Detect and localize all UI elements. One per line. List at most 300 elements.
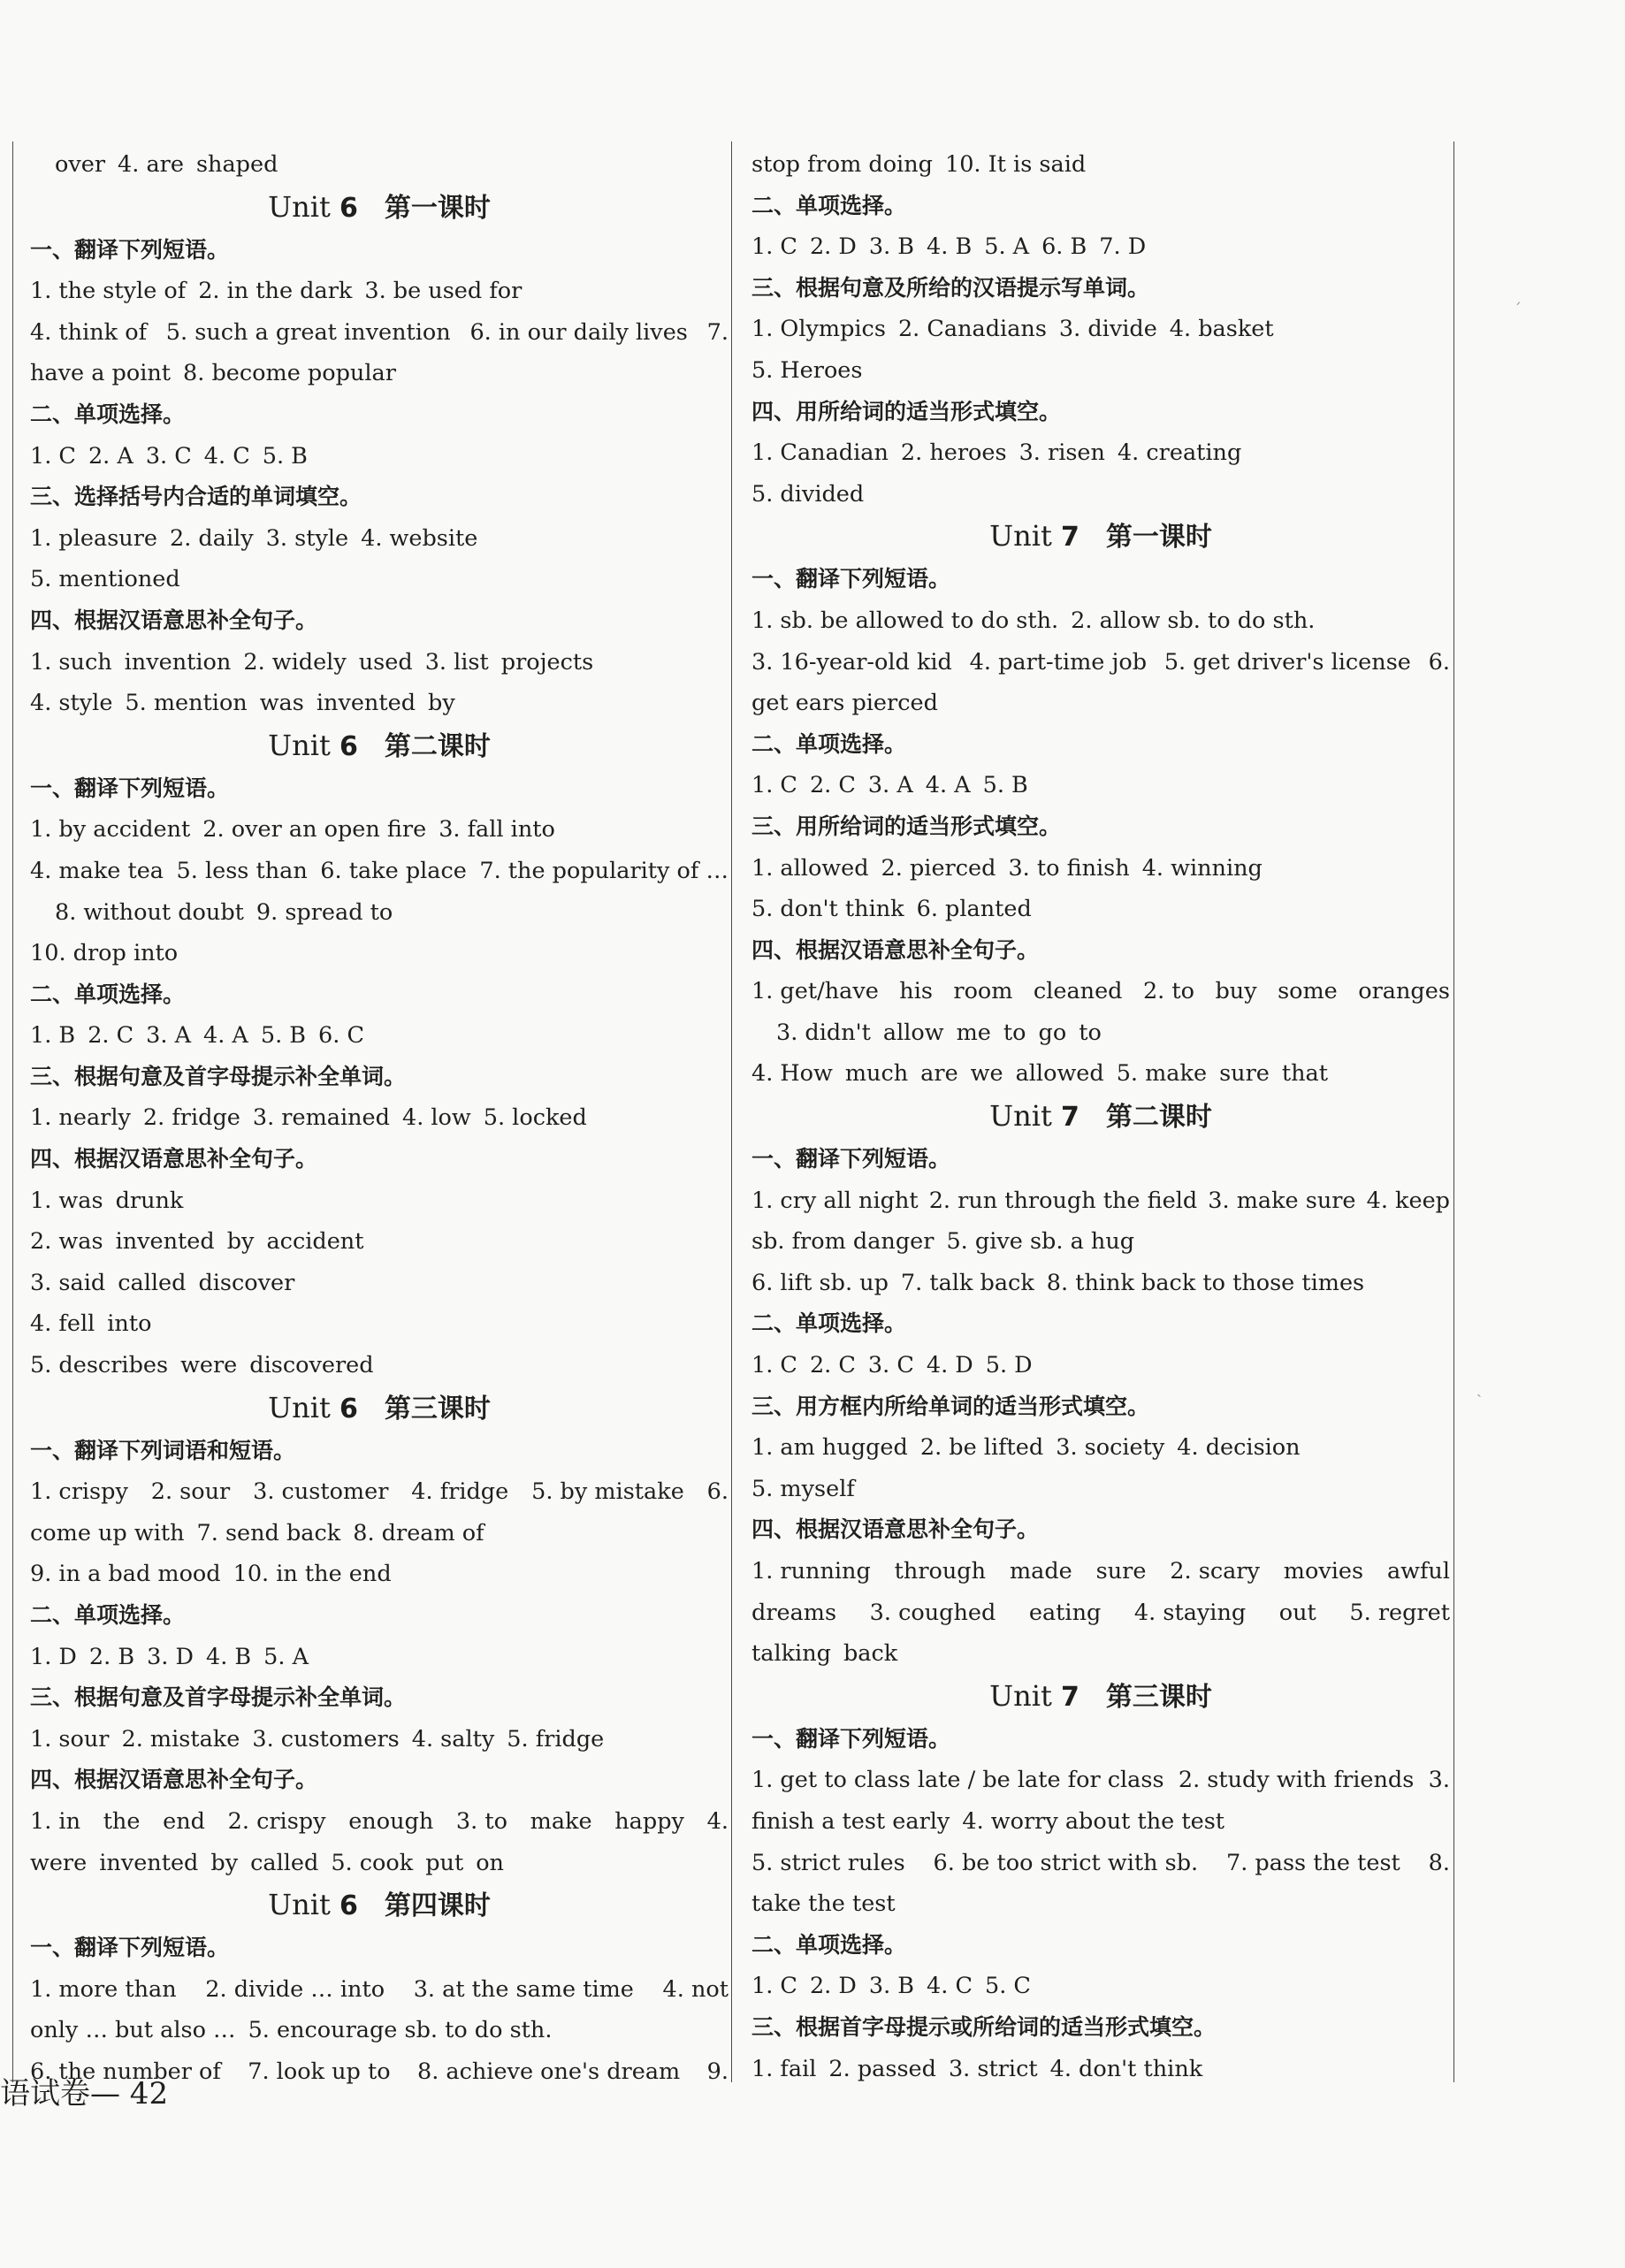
answer-line	[751, 1883, 1450, 1925]
answer-line	[30, 518, 729, 560]
answer-line	[751, 1633, 1450, 1675]
answer-item: talking	[751, 1640, 831, 1668]
section-heading: 一、翻译下列短语。	[751, 1146, 951, 1172]
answer-item: invented	[316, 690, 416, 717]
unit-label	[989, 519, 1080, 553]
answer-line	[30, 312, 729, 354]
answer-item: 5. B	[982, 772, 1028, 799]
unit-word: Unit	[268, 728, 331, 762]
section-heading: 一、翻译下列短语。	[751, 566, 951, 592]
answer-item: 1. C	[751, 1352, 797, 1379]
section-heading: 三、用所给词的适当形式填空。	[751, 813, 1062, 839]
answer-line	[751, 432, 1450, 474]
answer-item: 1. such	[30, 648, 112, 676]
scan-speck: ˊ	[1514, 301, 1522, 319]
answer-item: 10. It is said	[944, 151, 1087, 178]
answer-line	[751, 1180, 1450, 1222]
answer-item: 5. don't think	[751, 896, 904, 923]
answer-item: 3. 16-year-old kid	[751, 648, 952, 676]
answer-item: 9. in a bad mood	[30, 1561, 221, 1588]
answer-item: 2. passed	[828, 2055, 936, 2082]
answer-item: me	[956, 1019, 991, 1046]
answer-item: 1. in	[30, 1807, 81, 1835]
answer-item: 4. decision	[1177, 1434, 1301, 1462]
answer-item: 6. B	[1041, 233, 1087, 261]
answer-item: were	[180, 1352, 238, 1379]
answer-line	[30, 683, 729, 724]
answer-item: sb. from danger	[751, 1228, 935, 1256]
unit-word: Unit	[989, 1678, 1052, 1713]
section-heading: 四、根据汉语意思补全句子。	[30, 1767, 318, 1793]
lesson-label: 第一课时	[1105, 522, 1212, 554]
answer-item: 5. by mistake	[531, 1478, 684, 1506]
answer-item: 4. D	[926, 1352, 973, 1379]
lesson-title	[751, 1675, 1450, 1719]
answer-line	[751, 2049, 1450, 2090]
answer-item: discover	[198, 1269, 295, 1296]
answer-line	[30, 1969, 729, 2011]
answer-item: called	[250, 1849, 319, 1876]
answer-item: 6. C	[318, 1022, 364, 1050]
answer-line	[30, 1180, 729, 1222]
answer-item: 5. B	[262, 442, 308, 470]
answer-item: 2. mistake	[121, 1725, 240, 1753]
answer-item: cleaned	[1033, 978, 1123, 1005]
lesson-title	[30, 1386, 729, 1431]
unit-label	[268, 729, 358, 762]
answer-item: 4. style	[30, 690, 113, 717]
answer-line	[30, 809, 729, 851]
lesson-title	[751, 1095, 1450, 1139]
unit-number: 7	[1060, 1681, 1080, 1713]
answer-item: 1. get to class late / be late for class	[751, 1767, 1164, 1794]
answer-item: 5. make	[1116, 1060, 1208, 1088]
unit-number: 6	[339, 1393, 358, 1424]
unit-word: Unit	[268, 1390, 331, 1424]
answer-item: 1. was	[30, 1187, 103, 1214]
answer-item: 4. don't think	[1049, 2055, 1203, 2082]
answer-item: 1. am hugged	[751, 1434, 908, 1462]
answer-line	[751, 1012, 1450, 1054]
answer-line	[30, 1471, 729, 1513]
answer-line	[30, 851, 729, 892]
answer-item: 2. daily	[170, 524, 254, 552]
answer-item: put	[425, 1849, 464, 1876]
answer-line	[751, 226, 1450, 268]
answer-item: 5. describes	[30, 1352, 169, 1379]
answer-item: 2. pierced	[881, 854, 996, 882]
answer-line	[30, 1345, 729, 1386]
answer-item: 1. fail	[751, 2055, 817, 2082]
answer-item: drunk	[115, 1187, 184, 1214]
unit-word: Unit	[989, 519, 1052, 554]
answer-item: 7. talk back	[900, 1269, 1034, 1296]
section-heading: 一、翻译下列短语。	[30, 1935, 230, 1961]
unit-label	[268, 1888, 358, 1921]
answer-item: 1. B	[30, 1022, 76, 1050]
answer-line	[30, 642, 729, 683]
answer-item: 4. staying	[1133, 1599, 1247, 1626]
answer-item: invented	[99, 1849, 199, 1876]
answer-item: 7. pass the test	[1226, 1849, 1400, 1876]
answer-item: 5. less than	[176, 857, 308, 884]
answer-item: dreams	[751, 1599, 837, 1626]
answer-line	[30, 1221, 729, 1263]
lesson-label: 第三课时	[384, 1393, 491, 1424]
answer-item: 4. B	[205, 1643, 252, 1670]
answer-item: through	[894, 1558, 987, 1585]
answer-item: over	[55, 151, 106, 178]
section-heading: 一、翻译下列短语。	[751, 1725, 951, 1752]
answer-item: 6. take place	[320, 857, 467, 884]
answer-item: 3. remained	[252, 1104, 390, 1132]
section-heading: 二、单项选择。	[751, 730, 907, 757]
answer-line	[30, 1513, 729, 1554]
answer-item: 7. look up to	[248, 2058, 391, 2085]
answer-item: allowed	[1015, 1060, 1104, 1088]
answer-item: make	[530, 1807, 592, 1835]
answer-line	[751, 474, 1450, 515]
section-heading: 三、根据句意及所给的汉语提示写单词。	[751, 274, 1150, 301]
answer-item: to	[1003, 1019, 1026, 1046]
answer-item: oranges	[1358, 978, 1450, 1005]
answer-line	[751, 1221, 1450, 1263]
footer-label: 语试卷	[0, 2076, 90, 2111]
answer-item: are	[920, 1060, 958, 1088]
unit-number: 7	[1060, 522, 1080, 554]
answer-item: 6. the number of	[30, 2058, 221, 2085]
scan-speck: ˎ	[1476, 1379, 1482, 1398]
answer-item: to	[1079, 1019, 1102, 1046]
answer-item: 4. creating	[1117, 439, 1242, 467]
answer-line	[751, 1469, 1450, 1510]
answer-item: buy	[1215, 978, 1257, 1005]
answer-item: 3. be used for	[364, 278, 523, 305]
answer-item: that	[1281, 1060, 1328, 1088]
answer-item: 4. website	[361, 524, 478, 552]
answer-item: 2. scary	[1170, 1558, 1260, 1585]
answer-item: 5. D	[985, 1352, 1033, 1379]
answer-item: back	[843, 1640, 898, 1668]
unit-number: 6	[339, 1890, 358, 1922]
section-heading: 四、根据汉语意思补全句子。	[751, 936, 1040, 963]
answer-item: 1. running	[751, 1558, 871, 1585]
answer-line	[30, 1801, 729, 1843]
answer-item: 5. regret	[1349, 1599, 1450, 1626]
answer-line	[751, 1801, 1450, 1843]
answer-item: 3. A	[146, 1022, 191, 1050]
answer-item: 3.	[1428, 1767, 1450, 1794]
answer-item: 1. Canadian	[751, 439, 889, 467]
answer-item: 4. part-time job	[969, 648, 1148, 676]
answer-item: 4. basket	[1169, 316, 1274, 343]
answer-item: 2. Canadians	[897, 316, 1047, 343]
answer-item: 4. low	[401, 1104, 471, 1132]
answer-item: 5. B	[260, 1022, 307, 1050]
answer-item: allow	[882, 1019, 944, 1046]
answer-item: go	[1038, 1019, 1067, 1046]
answer-item: 6.	[1428, 648, 1450, 676]
answer-line	[751, 1760, 1450, 1801]
answer-item: only … but also …	[30, 2017, 236, 2044]
answer-item: 8. dream of	[353, 1519, 484, 1546]
left-column	[30, 144, 729, 2093]
answer-item: used	[358, 648, 413, 676]
answer-item: 3. make sure	[1208, 1187, 1356, 1214]
answer-item: 2. be lifted	[919, 1434, 1044, 1462]
answer-item: out	[1278, 1599, 1316, 1626]
section-heading: 四、用所给词的适当形式填空。	[751, 398, 1062, 424]
unit-word: Unit	[989, 1099, 1052, 1134]
answer-item: 2. in the dark	[198, 278, 353, 305]
answer-item: 3. society	[1056, 1434, 1165, 1462]
answer-item: 5. A	[263, 1643, 309, 1670]
answer-item: 3. customer	[253, 1478, 389, 1506]
answer-item: 1. C	[751, 233, 797, 261]
answer-item: 6. be too strict with sb.	[933, 1849, 1199, 1876]
answer-item: 5. cook	[331, 1849, 414, 1876]
answer-item: 4. C	[203, 442, 250, 470]
lesson-label: 第二课时	[384, 730, 491, 762]
section-heading: 二、单项选择。	[751, 1310, 907, 1337]
lesson-label: 第四课时	[384, 1890, 491, 1922]
answer-item: 3. to	[455, 1807, 507, 1835]
answer-item: 6. planted	[916, 896, 1032, 923]
answer-item: movies	[1283, 1558, 1364, 1585]
answer-item: stop from doing	[751, 151, 933, 178]
answer-item: 1. sour	[30, 1725, 110, 1753]
section-heading: 一、翻译下列短语。	[30, 775, 230, 801]
section-heading: 二、单项选择。	[751, 1931, 907, 1958]
answer-item: 5. get driver's license	[1163, 648, 1411, 676]
answer-line	[30, 933, 729, 974]
answer-item: eating	[1028, 1599, 1102, 1626]
answer-item: shaped	[195, 151, 278, 178]
lesson-title	[751, 515, 1450, 559]
answer-item: 8.	[1428, 1849, 1450, 1876]
section-heading: 三、根据首字母提示或所给词的适当形式填空。	[751, 2013, 1217, 2040]
answer-item: 3. C	[867, 1352, 914, 1379]
answer-item: 3. at the same time	[413, 1975, 634, 2003]
answer-item: 2. crispy	[227, 1807, 326, 1835]
column-rule-right	[1453, 141, 1454, 2082]
answer-line	[751, 1966, 1450, 2007]
answer-line	[751, 889, 1450, 930]
answer-item: 5. fridge	[507, 1725, 605, 1753]
answer-item: 1. Olympics	[751, 316, 886, 343]
answer-item: 4. winning	[1141, 854, 1263, 882]
lesson-title	[30, 724, 729, 768]
answer-item: accident	[266, 1228, 364, 1256]
section-heading: 二、单项选择。	[30, 1602, 186, 1628]
answer-item: 2. over an open fire	[202, 816, 427, 844]
answer-item: 5. mentioned	[30, 566, 180, 593]
answer-item: 1. by accident	[30, 816, 191, 844]
answer-item: 2. study with friends	[1178, 1767, 1415, 1794]
answer-line	[30, 1097, 729, 1139]
answer-item: 2. C	[809, 772, 856, 799]
answer-item: 1. pleasure	[30, 524, 157, 552]
answer-item: 3. to finish	[1008, 854, 1130, 882]
answer-item: 3. coughed	[869, 1599, 996, 1626]
section-heading: 二、单项选择。	[751, 192, 907, 218]
answer-item: 4. fell	[30, 1310, 95, 1338]
section-heading: 三、选择括号内合适的单词填空。	[30, 484, 362, 510]
answer-line	[30, 353, 729, 394]
answer-item: room	[953, 978, 1013, 1005]
lesson-label: 第三课时	[1105, 1681, 1212, 1713]
answer-item: by	[226, 1228, 255, 1256]
section-heading: 三、根据句意及首字母提示补全单词。	[30, 1063, 407, 1089]
answer-line	[30, 1637, 729, 1678]
answer-line	[30, 892, 729, 934]
answer-item: 4. are	[118, 151, 184, 178]
answer-item: 4. salty	[411, 1725, 495, 1753]
answer-item: 8. become popular	[183, 360, 396, 387]
answer-item: get ears pierced	[751, 690, 938, 717]
answer-line	[751, 848, 1450, 890]
answer-item: take the test	[751, 1890, 896, 1918]
answer-line	[751, 1345, 1450, 1386]
section-heading: 一、翻译下列词语和短语。	[30, 1437, 296, 1463]
answer-item: end	[163, 1807, 205, 1835]
right-column	[751, 144, 1450, 2089]
answer-line	[751, 1427, 1450, 1469]
answer-item: 5. locked	[483, 1104, 587, 1132]
answer-item: come up with	[30, 1519, 185, 1546]
unit-word: Unit	[268, 189, 331, 224]
answer-item: 2. C	[88, 1022, 134, 1050]
answer-item: 1. sb. be allowed to do sth.	[751, 607, 1059, 634]
answer-item: invented	[115, 1228, 215, 1256]
answer-line	[30, 1263, 729, 1304]
page-number: — 42	[90, 2076, 169, 2111]
section-heading: 二、单项选择。	[30, 981, 186, 1007]
section-heading: 三、用方框内所给单词的适当形式填空。	[751, 1393, 1150, 1419]
answer-line	[751, 1592, 1450, 1634]
answer-item: 6. in our daily lives	[469, 318, 688, 346]
answer-item: finish a test early	[751, 1807, 950, 1835]
answer-line	[30, 436, 729, 477]
answer-item: 2. to	[1142, 978, 1194, 1005]
answer-item: 1. allowed	[751, 854, 869, 882]
answer-item: 3. fall into	[439, 816, 555, 844]
answer-item: 6. lift sb. up	[751, 1269, 889, 1296]
answer-line	[751, 683, 1450, 724]
answer-item: happy	[614, 1807, 684, 1835]
answer-item: 10. drop into	[30, 940, 179, 967]
answer-item: 3. strict	[948, 2055, 1038, 2082]
answer-item: called	[118, 1269, 187, 1296]
answer-item: 4. C	[927, 1973, 973, 2000]
answer-item: made	[1009, 1558, 1072, 1585]
answer-item: 5. encourage sb. to do sth.	[248, 2017, 553, 2044]
answer-item: 4. A	[925, 772, 971, 799]
answer-item: 9. spread to	[256, 898, 393, 926]
answer-item: his	[899, 978, 933, 1005]
answer-item: 3. risen	[1018, 439, 1105, 467]
answer-line	[751, 971, 1450, 1012]
answer-item: was	[259, 690, 304, 717]
page-footer	[0, 2069, 168, 2112]
unit-label	[989, 1099, 1080, 1133]
answer-line	[751, 1843, 1450, 1884]
answer-item: awful	[1386, 1558, 1450, 1585]
answer-item: 1. the style of	[30, 278, 187, 305]
answer-item: 2. A	[88, 442, 134, 470]
answer-item: 5. mention	[125, 690, 248, 717]
answer-item: the	[103, 1807, 141, 1835]
answer-item: 1. more than	[30, 1975, 177, 2003]
answer-item: into	[107, 1310, 152, 1338]
answer-line	[30, 1015, 729, 1057]
answer-item: 2. divide … into	[205, 1975, 385, 2003]
answer-item: 2. widely	[243, 648, 347, 676]
answer-line	[751, 309, 1450, 350]
answer-item: 4. fridge	[411, 1478, 509, 1506]
answer-line	[30, 1719, 729, 1760]
answer-item: 5. such a great invention	[165, 318, 451, 346]
answer-item: 4. How	[751, 1060, 833, 1088]
answer-item: 5. give sb. a hug	[946, 1228, 1135, 1256]
answer-item: 1. cry all night	[751, 1187, 919, 1214]
unit-number: 6	[339, 730, 358, 762]
answer-line	[30, 2010, 729, 2051]
answer-item: 6.	[706, 1478, 729, 1506]
answer-item: 5. myself	[751, 1475, 855, 1502]
answer-item: 5. divided	[751, 480, 865, 508]
lesson-title	[30, 1883, 729, 1928]
answer-item: sure	[1219, 1060, 1270, 1088]
column-rule-left	[12, 141, 13, 2082]
answer-item: projects	[500, 648, 594, 676]
unit-label	[268, 190, 358, 224]
section-heading: 二、单项选择。	[30, 401, 186, 427]
answer-item: 3. divide	[1058, 316, 1157, 343]
answer-item: 3. said	[30, 1269, 106, 1296]
answer-item: 2. fridge	[142, 1104, 240, 1132]
unit-label	[268, 1391, 358, 1424]
answer-line	[30, 1303, 729, 1345]
lesson-label: 第二课时	[1105, 1102, 1212, 1134]
answer-item: 3. D	[147, 1643, 194, 1670]
answer-item: sure	[1095, 1558, 1147, 1585]
lesson-title	[30, 186, 729, 230]
answer-item: 3. customers	[252, 1725, 400, 1753]
answer-line	[30, 1554, 729, 1595]
answer-item: 4. A	[203, 1022, 248, 1050]
answer-item: 2. D	[809, 233, 857, 261]
section-heading: 一、翻译下列短语。	[30, 236, 230, 263]
answer-item: 1. nearly	[30, 1104, 131, 1132]
answer-item: enough	[348, 1807, 434, 1835]
answer-item: 4. B	[927, 233, 973, 261]
answer-item: 2. run through the field	[928, 1187, 1198, 1214]
answer-item: 2. C	[809, 1352, 856, 1379]
answer-item: some	[1278, 978, 1338, 1005]
answer-item: invention	[124, 648, 232, 676]
answer-item: by	[428, 690, 455, 717]
answer-item: 3. list	[424, 648, 489, 676]
answer-line	[30, 559, 729, 600]
answer-line	[751, 1263, 1450, 1304]
answer-line	[751, 642, 1450, 683]
answer-item: were	[30, 1849, 88, 1876]
answer-line	[30, 144, 729, 186]
answer-line	[30, 271, 729, 312]
answer-item: we	[970, 1060, 1003, 1088]
answer-item: 9.	[706, 2058, 729, 2085]
